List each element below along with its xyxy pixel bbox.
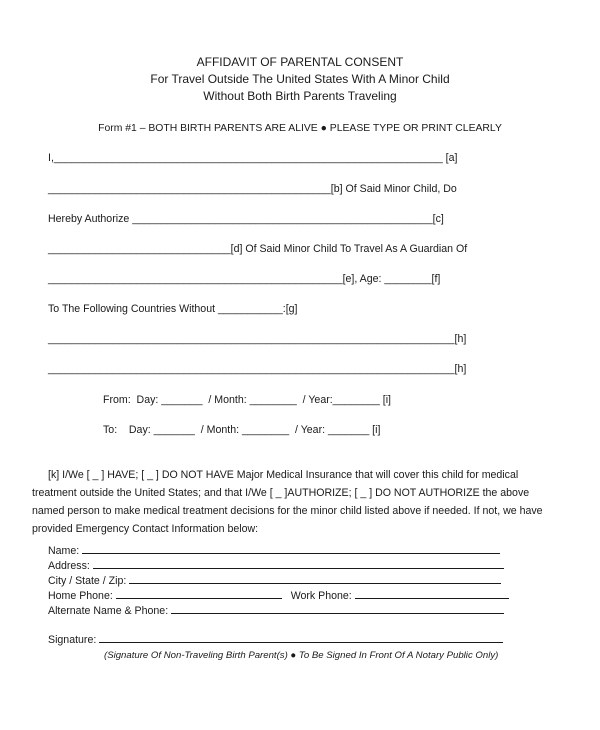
field-d[interactable]: _______________________________[d] Of Said Minor Child To Travel As A Guardian Of <box>48 243 468 255</box>
signature-label: Signature: <box>48 634 97 646</box>
work-phone-blank[interactable] <box>355 588 509 599</box>
name-label: Name: <box>48 545 80 557</box>
form-note: Form #1 – BOTH BIRTH PARENTS ARE ALIVE ● PLEASE TYPE OR PRINT CLEARLY <box>98 123 502 134</box>
date-from[interactable]: From: Day: _______ / Month: ________ / Year:________ [i] <box>103 394 391 406</box>
form-subtitle-1: For Travel Outside The United States With A Minor Child <box>150 72 450 86</box>
signature-blank[interactable] <box>99 632 503 643</box>
date-to[interactable]: To: Day: _______ / Month: ________ / Year: _______ [i] <box>103 424 381 436</box>
contact-city-row[interactable] <box>48 573 501 587</box>
signature-note: (Signature Of Non-Traveling Birth Parent(s) ● To Be Signed In Front Of A Notary Public Only) <box>104 650 499 661</box>
alternate-label: Alternate Name & Phone: <box>48 605 169 617</box>
field-e-f[interactable]: __________________________________________________[e], Age: ________[f] <box>48 273 441 285</box>
city-label: City / State / Zip: <box>48 575 127 587</box>
contact-name-row[interactable] <box>48 543 500 557</box>
field-c[interactable]: Hereby Authorize ___________________________________________________[c] <box>48 213 444 225</box>
home-phone-blank[interactable] <box>116 588 282 599</box>
name-blank[interactable] <box>82 543 500 554</box>
home-phone-label: Home Phone: <box>48 590 113 602</box>
field-g[interactable]: To The Following Countries Without ___________:[g] <box>48 303 298 315</box>
address-label: Address: <box>48 560 90 572</box>
field-a[interactable]: I,__________________________________________________________________ [a] <box>48 152 458 164</box>
field-b[interactable]: ________________________________________________[b] Of Said Minor Child, Do <box>48 183 457 195</box>
field-h-1[interactable]: _____________________________________________________________________[h] <box>48 333 467 345</box>
contact-phone-row[interactable] <box>48 588 509 602</box>
insurance-line-2: treatment outside the United States; and that I/We [ _ ]AUTHORIZE; [ _ ] DO NOT AUTHORIZE the above <box>32 487 530 499</box>
signature-row[interactable] <box>48 632 503 646</box>
insurance-line-4: provided Emergency Contact Information below: <box>32 523 259 535</box>
city-blank[interactable] <box>129 573 501 584</box>
insurance-line-3: named person to make medical treatment decisions for the minor child listed above if needed. If not, we have <box>32 505 543 517</box>
field-h-2[interactable]: _____________________________________________________________________[h] <box>48 363 467 375</box>
form-title: AFFIDAVIT OF PARENTAL CONSENT <box>196 55 404 69</box>
form-subtitle-2: Without Both Birth Parents Traveling <box>203 89 397 103</box>
alternate-blank[interactable] <box>171 603 504 614</box>
address-blank[interactable] <box>93 558 504 569</box>
contact-alternate-row[interactable] <box>48 603 504 617</box>
insurance-paragraph <box>32 466 564 538</box>
contact-address-row[interactable] <box>48 558 504 572</box>
work-phone-label: Work Phone: <box>290 590 352 602</box>
insurance-line-1: [k] I/We [ _ ] HAVE; [ _ ] DO NOT HAVE Major Medical Insurance that will cover this child for medical <box>48 469 519 481</box>
